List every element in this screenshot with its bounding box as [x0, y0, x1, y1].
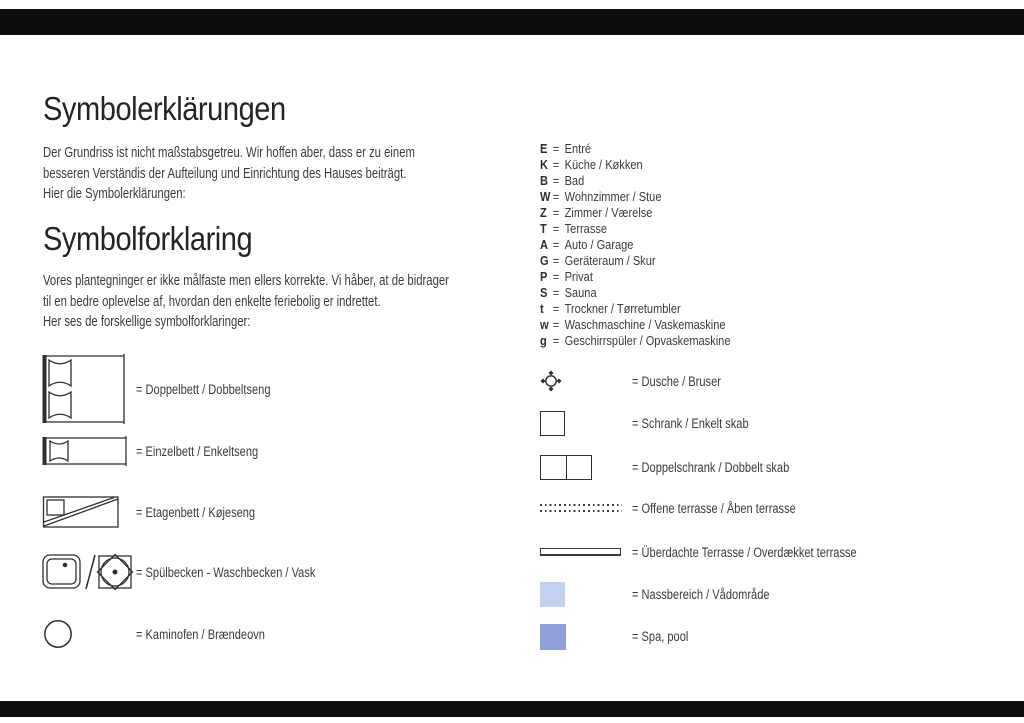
legend-label: Zimmer / Værelse — [564, 205, 653, 221]
single-bed-icon — [42, 435, 136, 467]
equals-sign: = — [552, 157, 560, 173]
legend-row-covered-terrace — [540, 543, 906, 561]
legend-row-single-cabinet — [540, 410, 774, 436]
equals-sign: = — [552, 316, 560, 332]
shower-icon — [540, 370, 632, 392]
legend-row — [540, 237, 730, 253]
legend-row — [540, 173, 730, 189]
intro-paragraph-danish — [43, 271, 449, 333]
bottom-black-bar — [0, 701, 1024, 717]
page-title-german: Symbolerklärungen — [43, 90, 286, 127]
legend-label: Wohnzimmer / Stue — [564, 189, 662, 205]
legend-label: Bad — [564, 173, 585, 189]
equals-sign: = — [552, 332, 560, 348]
legend-row-stove — [42, 619, 293, 649]
legend-row — [540, 221, 730, 237]
room-letter-legend — [540, 141, 730, 348]
legend-row-double-bed — [42, 354, 300, 424]
legend-key: G — [540, 253, 549, 269]
legend-row — [540, 284, 730, 300]
page-title-danish: Symbolforklaring — [43, 220, 253, 257]
spa-pool-swatch — [540, 624, 632, 650]
legend-key: S — [540, 284, 548, 300]
legend-label: Privat — [564, 268, 593, 284]
covered-terrace-label: = Überdachte Terrasse / Overdækket terrasse — [632, 544, 857, 560]
intro-da-line2: til en bedre oplevelse af, hvordan den enkelte feriebolig er indrettet. — [43, 293, 381, 310]
equals-sign: = — [552, 268, 560, 284]
legend-label: Terrasse — [564, 221, 608, 237]
open-terrace-icon — [540, 504, 632, 512]
open-terrace-label: = Offene terrasse / Åben terrasse — [632, 500, 796, 516]
equals-sign: = — [552, 189, 560, 205]
equals-sign: = — [552, 253, 560, 269]
legend-key: Z — [540, 205, 547, 221]
legend-row-wet-area — [540, 581, 800, 607]
intro-da-line3: Her ses de forskellige symbolforklaringer: — [43, 314, 251, 331]
intro-da-line1: Vores plantegninger er ikke målfaste men ellers korrekte. Vi håber, at de bidrager — [43, 273, 449, 289]
intro-de-line2: besseren Verständis der Aufteilung und Einrichtung des Hauses beiträgt. — [43, 165, 407, 182]
legend-label: Geräteraum / Skur — [564, 253, 656, 269]
legend-row — [540, 205, 730, 221]
legend-label: Sauna — [564, 284, 597, 300]
legend-row-open-terrace — [540, 498, 832, 518]
wet-area-swatch — [540, 582, 632, 607]
equals-sign: = — [552, 237, 560, 253]
legend-row-bunk-bed — [42, 495, 281, 529]
legend-label: Auto / Garage — [564, 237, 634, 253]
legend-key: T — [540, 221, 547, 237]
double-cabinet-icon — [540, 455, 632, 480]
legend-key: K — [540, 157, 548, 173]
legend-row-sink — [42, 552, 355, 592]
legend-label: Trockner / Tørretumbler — [564, 300, 681, 316]
covered-terrace-icon — [540, 548, 632, 556]
spa-pool-label: = Spa, pool — [632, 629, 689, 644]
equals-sign: = — [552, 173, 560, 189]
equals-sign: = — [552, 221, 560, 237]
intro-de-line3: Hier die Symbolerklärungen: — [43, 186, 186, 203]
sink-icons — [42, 552, 136, 592]
intro-de-line1: Der Grundriss ist nicht maßstabsgetreu. Wir hoffen aber, dass er zu einem — [43, 145, 415, 161]
equals-sign: = — [552, 141, 560, 157]
equals-sign: = — [552, 205, 560, 221]
double-bed-label: = Doppelbett / Dobbeltseng — [136, 381, 271, 397]
legend-row — [540, 300, 730, 316]
legend-label: Geschirrspüler / Opvaskemaskine — [564, 332, 731, 348]
legend-row — [540, 253, 730, 269]
legend-key: B — [540, 173, 548, 189]
legend-label: Waschmaschine / Vaskemaskine — [564, 316, 726, 332]
legend-row-shower — [540, 368, 740, 394]
legend-row-single-bed — [42, 436, 285, 466]
legend-label: Entré — [564, 141, 592, 157]
double-bed-icon — [42, 354, 136, 424]
legend-key: P — [540, 268, 548, 284]
top-black-bar — [0, 9, 1024, 35]
legend-row — [540, 316, 730, 332]
legend-row — [540, 157, 730, 173]
legend-row — [540, 141, 730, 157]
legend-row-spa-pool — [540, 623, 701, 650]
equals-sign: = — [552, 284, 560, 300]
legend-label: Küche / Køkken — [564, 157, 643, 173]
legend-key: t — [540, 300, 544, 316]
sink-label: = Spülbecken - Waschbecken / Vask — [136, 564, 316, 580]
bunk-bed-icon — [42, 495, 136, 529]
intro-paragraph-german — [43, 143, 415, 205]
legend-row-double-cabinet — [540, 454, 824, 480]
stove-label: = Kaminofen / Brændeovn — [136, 626, 265, 642]
legend-key: g — [540, 332, 547, 348]
single-cabinet-label: = Schrank / Enkelt skab — [632, 415, 749, 431]
bunk-bed-label: = Etagenbett / Køjeseng — [136, 504, 256, 520]
double-cabinet-label: = Doppelschrank / Dobbelt skab — [632, 459, 790, 475]
legend-key: A — [540, 237, 548, 253]
legend-row — [540, 189, 730, 205]
single-bed-label: = Einzelbett / Enkeltseng — [136, 443, 259, 459]
legend-row — [540, 269, 730, 285]
legend-key: E — [540, 141, 548, 157]
equals-sign: = — [552, 300, 560, 316]
shower-label: = Dusche / Bruser — [632, 373, 721, 389]
single-cabinet-icon — [540, 411, 632, 436]
legend-row — [540, 332, 730, 348]
legend-key: W — [540, 189, 551, 205]
legend-key: w — [540, 316, 549, 332]
wood-stove-icon — [42, 619, 136, 649]
wet-area-label: = Nassbereich / Vådområde — [632, 586, 770, 602]
